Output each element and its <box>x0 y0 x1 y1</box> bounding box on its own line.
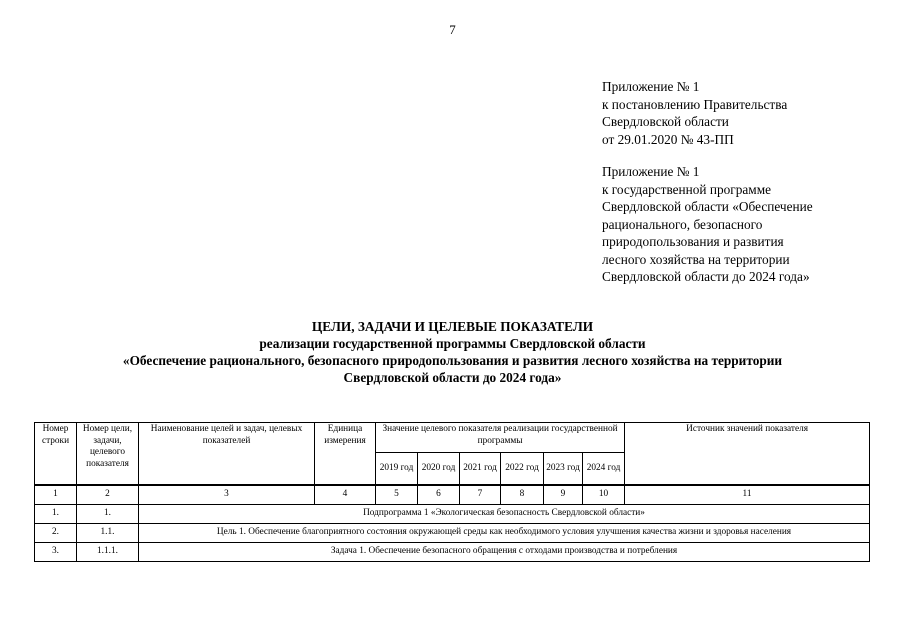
appendix-decree-line: Свердловской области <box>602 114 729 129</box>
table-row <box>35 524 870 543</box>
column-number: 6 <box>418 486 460 505</box>
indicators-table-header <box>34 422 870 485</box>
header-year: 2024 год <box>583 453 625 485</box>
appendix-decree-line: к постановлению Правительства <box>602 96 788 112</box>
column-number: 11 <box>625 486 870 505</box>
column-number: 2 <box>77 486 139 505</box>
appendix-program-line: Свердловской области «Обеспечение <box>602 199 813 214</box>
row-code: 1.1.1. <box>77 543 139 562</box>
header-name: Наименование целей и задач, целевых показателей <box>139 423 315 485</box>
document-title <box>0 318 905 386</box>
header-year: 2019 год <box>376 453 418 485</box>
page-number: 7 <box>449 22 456 37</box>
appendix-program-line: Свердловской области до 2024 года» <box>602 269 810 284</box>
title-line: Свердловской области до 2024 года» <box>343 370 562 385</box>
header-year: 2021 год <box>460 453 501 485</box>
appendix-decree-line: от 29.01.2020 № 43-ПП <box>602 131 734 147</box>
header-row-number: Номер строки <box>35 423 77 485</box>
appendix-program <box>602 163 813 286</box>
column-number: 10 <box>583 486 625 505</box>
table-row <box>35 505 870 524</box>
header-goal-number: Номер цели, задачи, целевого показателя <box>77 423 139 485</box>
appendix-program-line: природопользования и развития <box>602 234 784 249</box>
appendix-program-line: Приложение № 1 <box>602 164 700 179</box>
column-number: 1 <box>35 486 77 505</box>
title-line: реализации государственной программы Свердловской области <box>259 336 646 351</box>
column-number: 9 <box>544 486 583 505</box>
header-target-value: Значение целевого показателя реализации государственной программы <box>376 423 625 453</box>
header-year: 2020 год <box>418 453 460 485</box>
column-numbers-row <box>35 486 870 505</box>
column-number: 8 <box>501 486 544 505</box>
row-text: Подпрограмма 1 «Экологическая безопасность Свердловской области» <box>139 505 870 524</box>
appendix-program-line: лесного хозяйства на территории <box>602 251 790 267</box>
appendix-program-line: к государственной программе <box>602 181 772 197</box>
header-year: 2023 год <box>544 453 583 485</box>
row-text: Задача 1. Обеспечение безопасного обращения с отходами производства и потребления <box>139 543 870 562</box>
title-line: «Обеспечение рационального, безопасного природопользования и развития лесного хозяйства на территории <box>122 353 783 368</box>
header-unit: Единица измерения <box>315 423 376 485</box>
table-row <box>35 543 870 562</box>
appendix-decree <box>602 78 787 148</box>
row-number: 2. <box>35 524 77 543</box>
header-year: 2022 год <box>501 453 544 485</box>
row-text: Цель 1. Обеспечение благоприятного состояния окружающей среды как необходимого условия улучшения качества жизни и здоровья населения <box>139 524 870 543</box>
column-number: 5 <box>376 486 418 505</box>
row-code: 1. <box>77 505 139 524</box>
appendix-program-line: рационального, безопасного <box>602 216 763 232</box>
header-source: Источник значений показателя <box>625 423 870 485</box>
row-code: 1.1. <box>77 524 139 543</box>
indicators-table-body <box>34 485 870 562</box>
column-number: 3 <box>139 486 315 505</box>
column-number: 7 <box>460 486 501 505</box>
title-line: ЦЕЛИ, ЗАДАЧИ И ЦЕЛЕВЫЕ ПОКАЗАТЕЛИ <box>311 319 594 334</box>
column-number: 4 <box>315 486 376 505</box>
row-number: 1. <box>35 505 77 524</box>
row-number: 3. <box>35 543 77 562</box>
appendix-decree-line: Приложение № 1 <box>602 79 700 94</box>
